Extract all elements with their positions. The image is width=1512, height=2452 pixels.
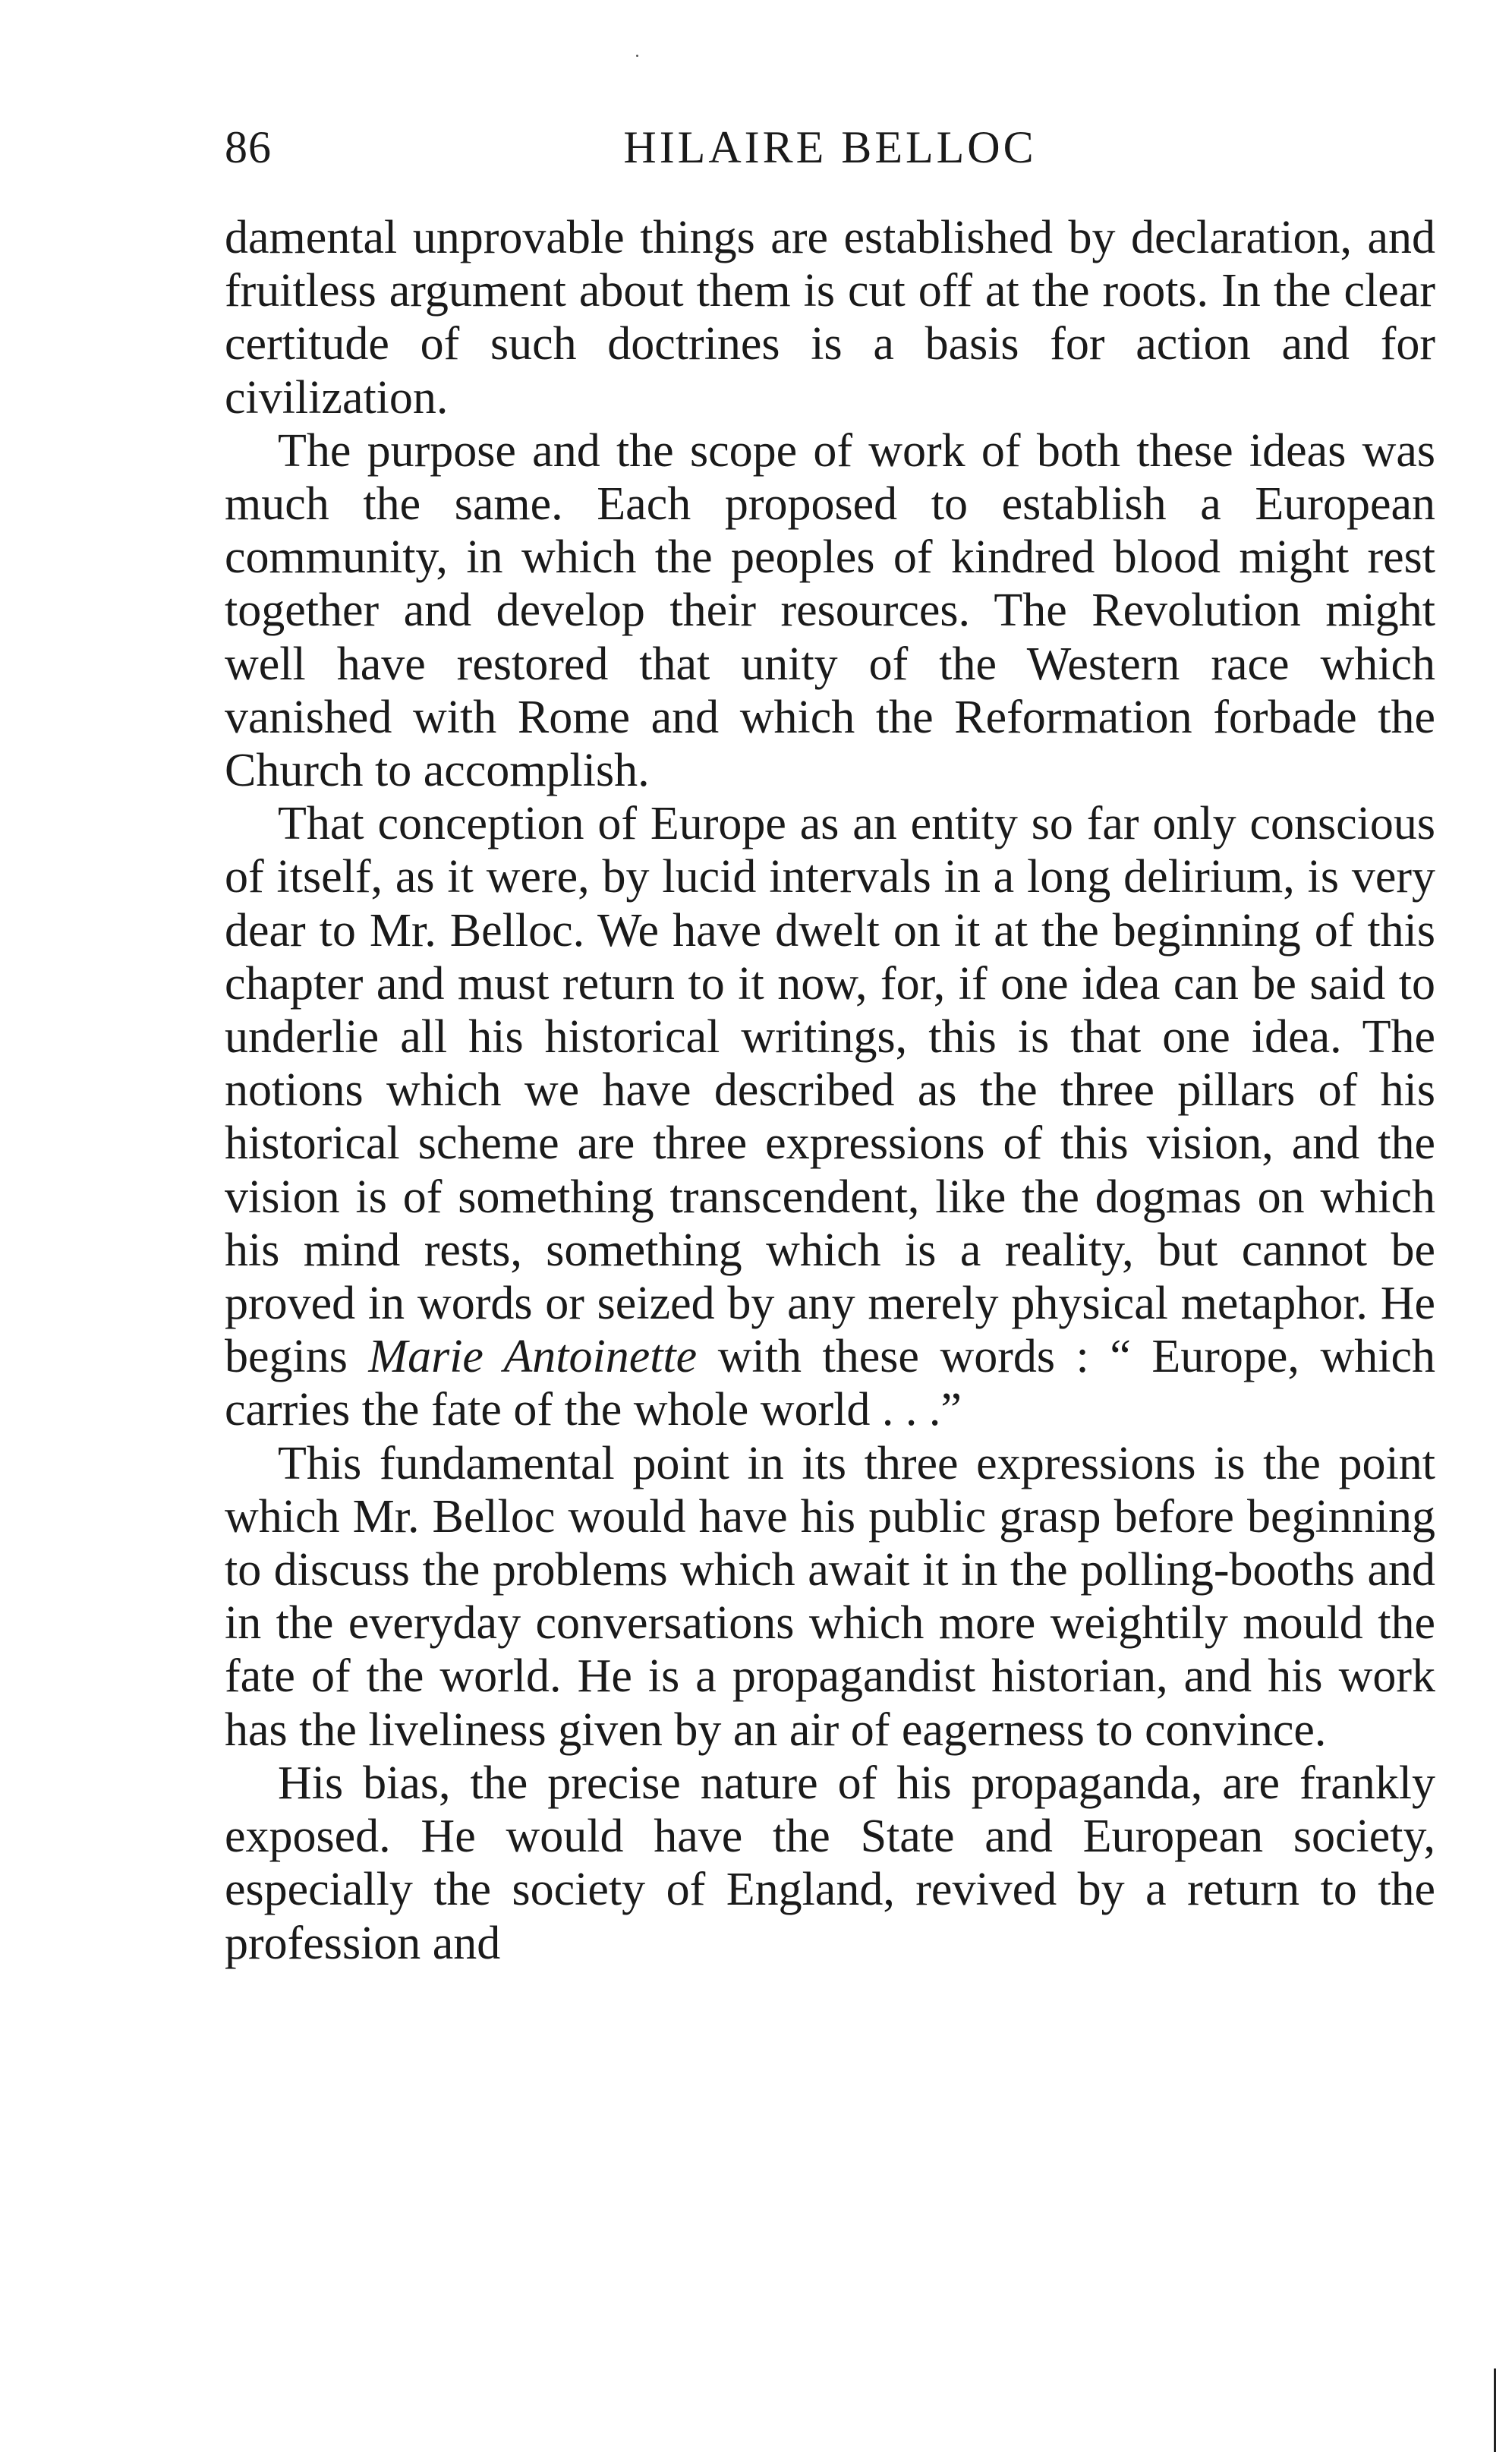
paragraph-4: This fundamental point in its three expressions is the point which Mr. Belloc would have his public grasp before beginning to discuss the problems which await it in the polling-booths and in the everyday conversations which more weightily mould the fate of the world. He is a propagandist historian, and his work has the liveliness given by an air of eagerness to convince.	[225, 1437, 1435, 1756]
paragraph-2: The purpose and the scope of work of both these ideas was much the same. Each proposed to establish a European community, in which the peoples of kindred blood might rest together and develop their resources. The Revolution might well have restored that unity of the Western race which vanished with Rome and which the Reformation forbade the Church to accomplish.	[225, 424, 1435, 797]
paragraph-3	[225, 797, 1435, 1436]
paragraph-3-text-after-title: with these words : “ Europe, which carries the fate of the whole world . . .”	[225, 1331, 1435, 1436]
body-text	[225, 211, 1435, 1970]
paragraph-1: damental unprovable things are established by declaration, and fruitless argument about them is cut off at the roots. In the clear certitude of such doctrines is a basis for action and for civilization.	[225, 212, 1435, 424]
page-number: 86	[225, 122, 272, 172]
paragraph-5: His bias, the precise nature of his propaganda, are frankly exposed. He would have the State and European society, especially the society of England, revived by a return to the profession and	[225, 1757, 1435, 1969]
book-title-marie-antoinette: Marie Antoinette	[368, 1331, 698, 1383]
scan-edge-mark	[1494, 2368, 1496, 2452]
running-title: HILAIRE BELLOC	[623, 122, 1037, 172]
running-head	[225, 121, 1435, 191]
scan-speck	[636, 55, 638, 57]
paragraph-3-text-before-title: That conception of Europe as an entity so far only conscious of itself, as it were, by lucid intervals in a long delirium, is very dear to Mr. Belloc. We have dwelt on it at the beginning of this chapter and must return to it now, for, if one idea can be said to underlie all his historical writings, this is that one idea. The notions which we have described as the three pillars of his historical scheme are three expressions of this vision, and the vision is of something transcendent, like the dogmas on which his mind rests, something which is a reality, but cannot be proved in words or seized by any merely physical metaphor. He begins	[225, 798, 1435, 1383]
